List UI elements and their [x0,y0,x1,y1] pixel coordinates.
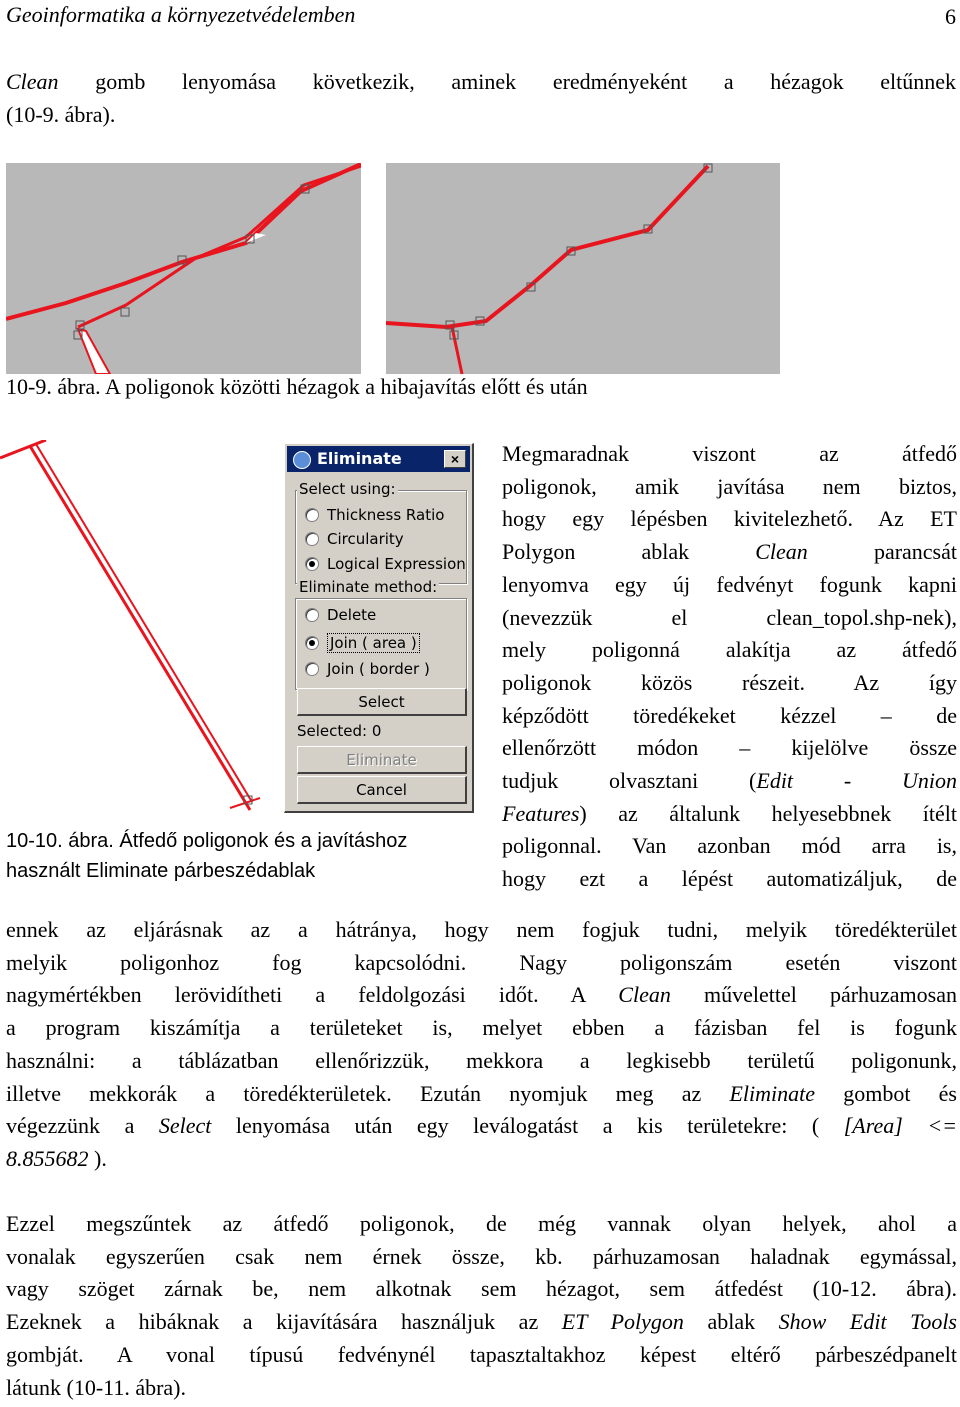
rc-line: lenyomva egy új fedvényt fogunk kapni [502,571,957,597]
intro-paragraph [6,66,956,131]
p3-line: Ezzel megszűntek az átfedő poligonok, de még vannak olyan helyek, ahol a [6,1211,957,1236]
right-column-text [502,438,957,896]
radio-thickness-ratio[interactable]: Thickness Ratio [305,506,444,524]
p3-line: gombját. A vonal típusú fedvénynél tapasztaltakhoz képest eltérő párbeszédpanelt [6,1341,957,1367]
intro-text: gomb lenyomása következik, aminek eredményeként a hézagok eltűnnek [58,69,956,94]
radio-logical-expression[interactable]: Logical Expression [305,555,466,573]
eliminate-method-label: Eliminate method: [299,578,438,596]
clean-term: Clean [6,69,59,94]
rc-line: Polygon ablak Clean parancsát [502,539,957,565]
intro-ref: (10-9. ábra). [6,101,116,127]
rc-line: mely poligonná alakítja az átfedő [502,637,957,663]
radio-join-border[interactable]: Join ( border ) [305,660,430,678]
gaps-before-image [6,163,361,374]
fp-line: melyik poligonhoz fog kapcsolódni. Nagy poligonszám esetén viszont [6,949,957,975]
p3-line: látunk (10-11. ábra). [6,1374,187,1400]
fp-line: használni: a táblázatban ellenőrizzük, mekkora a legkisebb területű poligonunk, [6,1047,957,1073]
rc-line: hogy egy lépésben kivitelezhető. Az ET [502,506,957,532]
p3-line: Ezeknek a hibáknak a kijavítására használjuk az ET Polygon ablak Show Edit Tools [6,1309,957,1335]
rc-line: (nevezzük el clean_topol.shp-nek), [502,604,957,630]
fp-line: illetve mekkorák a töredékterületek. Ezután nyomjuk meg az Eliminate gombot és [6,1080,957,1106]
dialog-title: Eliminate [317,449,402,468]
running-header: Geoinformatika a környezetvédelemben [6,2,356,27]
fig10-caption-line2: használt Eliminate párbeszédablak [6,860,316,882]
fp-line: 8.855682 ). [6,1145,107,1171]
rc-line: hogy ezt a lépést automatizáljuk, de [502,866,957,892]
full-width-paragraph [6,914,957,1176]
select-button[interactable]: Select [297,688,467,716]
dialog-titlebar[interactable] [287,446,470,472]
fig10-caption-line1: 10-10. ábra. Átfedő poligonok és a javításhoz [6,830,408,852]
rc-line: Megmaradnak viszont az átfedő [502,441,957,466]
fp-line: a program kiszámítja a területeket is, melyet ebben a fázisban fel is fogunk [6,1015,957,1041]
rc-line: poligonnal. Van azonban mód arra is, [502,833,957,859]
fp-line: nagymértékben lerövidítheti a feldolgozási időt. A Clean művelettel párhuzamosan [6,982,957,1008]
radio-delete[interactable]: Delete [305,606,376,624]
rc-line: poligonok közös részeit. Az így [502,669,957,695]
radio-circularity[interactable]: Circularity [305,530,404,548]
gaps-after-image [386,163,780,374]
page-number: 6 [945,4,956,29]
rc-line: tudjuk olvasztani (Edit - Union [502,768,957,794]
overlap-polygon-image [0,440,262,820]
globe-icon [293,451,311,469]
radio-join-area[interactable]: Join ( area ) [305,633,420,653]
rc-line: Features) az általunk helyesebbnek ítélt [502,800,957,826]
closing-paragraph [6,1208,957,1404]
fp-line: ennek az eljárásnak az a hátránya, hogy nem fogjuk tudni, melyik töredékterület [6,917,957,942]
p3-line: vagy szöget zárnak be, nem alkotnak sem hézagot, sem átfedést (10-12. ábra). [6,1276,957,1302]
select-using-label: Select using: [299,480,396,498]
p3-line: vonalak egyszerűen csak nem érnek össze, kb. párhuzamosan haladnak egymással, [6,1243,957,1269]
fig9-caption: 10-9. ábra. A poligonok közötti hézagok a hibajavítás előtt és után [6,374,588,399]
rc-line: poligonok, amik javítása nem biztos, [502,473,957,499]
eliminate-dialog [284,443,474,813]
eliminate-button[interactable]: Eliminate [297,746,467,774]
fp-line: végezzünk a Select lenyomása után egy leválogatást a kis területekre: ( [Area] <= [6,1113,958,1139]
cancel-button[interactable]: Cancel [297,776,467,804]
selected-count: Selected: 0 [297,722,382,740]
close-button[interactable]: × [444,450,466,468]
rc-line: képződött töredékeket kézzel – de [502,702,957,728]
rc-line: ellenőrzött módon – kijelölve össze [502,735,957,761]
